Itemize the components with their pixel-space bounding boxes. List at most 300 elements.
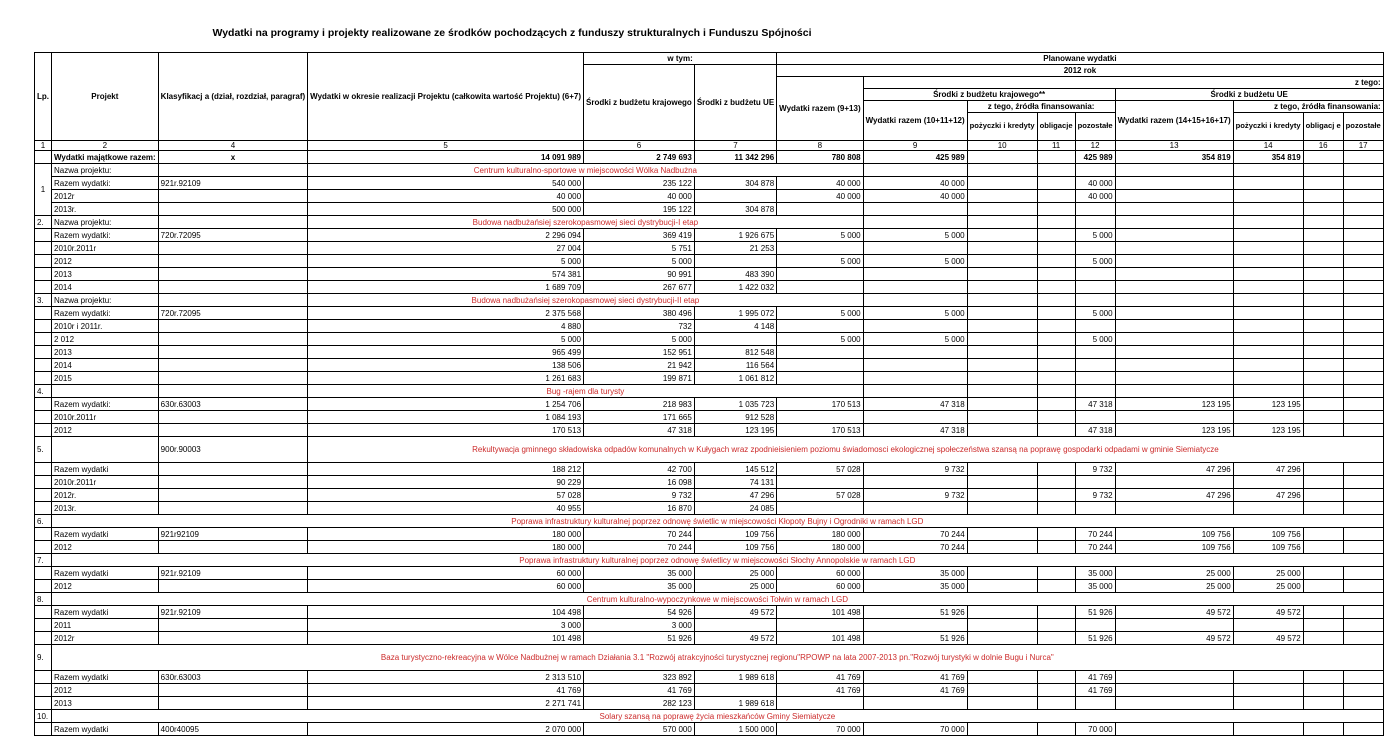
column-number-row — [35, 141, 1384, 151]
cell-value — [777, 281, 863, 294]
row-label: 2012 — [52, 580, 159, 593]
cell-value: 40 000 — [308, 190, 584, 203]
column-number: 2 — [52, 141, 159, 151]
row-klas — [158, 203, 308, 216]
cell-value: 41 769 — [863, 671, 967, 684]
row-label: 2012 — [52, 684, 159, 697]
cell-value — [967, 411, 1037, 424]
cell-value — [1233, 333, 1303, 346]
cell-value — [967, 463, 1037, 476]
cell-value: 5 000 — [1075, 333, 1115, 346]
row-label: 2014 — [52, 359, 159, 372]
cell-value — [1075, 619, 1115, 632]
cell-value — [1343, 528, 1383, 541]
cell-value: 51 926 — [863, 606, 967, 619]
cell-value: 109 756 — [694, 541, 776, 554]
header-klasyfikacja: Klasyfikacj a (dział, rozdział, paragraf) — [158, 53, 308, 141]
cell-value — [777, 697, 863, 710]
column-number: 1 — [35, 141, 52, 151]
cell-value — [1115, 177, 1233, 190]
cell-value: 25 000 — [1233, 580, 1303, 593]
cell-value: 21 942 — [584, 359, 695, 372]
cell-value — [1303, 619, 1343, 632]
cell-value: 483 390 — [694, 268, 776, 281]
header-rok: 2012 rok — [777, 65, 1384, 77]
cell-value — [1343, 463, 1383, 476]
total-value — [1343, 151, 1383, 164]
cell-value — [777, 476, 863, 489]
cell-value: 9 732 — [1075, 489, 1115, 502]
table-row — [35, 255, 1384, 268]
cell-value — [967, 203, 1037, 216]
row-klas: 921r.92109 — [158, 606, 308, 619]
row-klas — [158, 372, 308, 385]
cell-value — [777, 242, 863, 255]
table-row — [35, 190, 1384, 203]
cell-value: 123 195 — [1115, 398, 1233, 411]
cell-value: 70 000 — [863, 723, 967, 736]
cell-value — [1037, 398, 1075, 411]
cell-value: 5 000 — [863, 229, 967, 242]
cell-value: 101 498 — [308, 632, 584, 645]
cell-value: 35 000 — [584, 580, 695, 593]
cell-value — [1303, 697, 1343, 710]
row-klas — [158, 411, 308, 424]
row-label: 2013 — [52, 268, 159, 281]
row-klas: 720r.72095 — [158, 229, 308, 242]
cell-value — [1303, 463, 1343, 476]
table-row — [35, 320, 1384, 333]
cell-value: 1 254 706 — [308, 398, 584, 411]
cell-value — [1037, 606, 1075, 619]
cell-value — [1303, 320, 1343, 333]
cell-value: 101 498 — [777, 606, 863, 619]
row-klas — [158, 424, 308, 437]
header-w-tym: w tym: — [584, 53, 777, 65]
cell-value: 170 513 — [308, 424, 584, 437]
column-number: 12 — [1075, 141, 1115, 151]
row-label: 2012r — [52, 190, 159, 203]
cell-value: 1 689 709 — [308, 281, 584, 294]
cell-value — [1303, 359, 1343, 372]
cell-value: 70 244 — [1075, 528, 1115, 541]
row-label: Razem wydatki — [52, 463, 159, 476]
cell-value: 2 375 568 — [308, 307, 584, 320]
cell-value — [1115, 723, 1233, 736]
cell-value: 49 572 — [1115, 606, 1233, 619]
row-klas: 630r.63003 — [158, 671, 308, 684]
cell-value — [1075, 242, 1115, 255]
cell-value — [1233, 281, 1303, 294]
row-label: Razem wydatki — [52, 567, 159, 580]
column-number: 8 — [777, 141, 863, 151]
cell-value: 51 926 — [584, 632, 695, 645]
project-name: Centrum kulturalno-sportowe w miejscowości Wólka Nadbużna — [308, 164, 863, 177]
table-row — [35, 463, 1384, 476]
project-lp: 4. — [35, 385, 52, 398]
cell-value: 1 926 675 — [694, 229, 776, 242]
cell-value — [863, 242, 967, 255]
row-klas: 720r.72095 — [158, 307, 308, 320]
cell-value — [1233, 372, 1303, 385]
cell-value: 47 296 — [1233, 463, 1303, 476]
cell-value — [1343, 281, 1383, 294]
project-klas: 900r.90003 — [158, 437, 308, 463]
header-zrodla-krajowe: z tego, źródła finansowania: — [967, 101, 1115, 113]
cell-value: 25 000 — [1115, 580, 1233, 593]
cell-value: 24 085 — [694, 502, 776, 515]
cell-value — [1343, 203, 1383, 216]
cell-value: 5 000 — [863, 333, 967, 346]
cell-value: 199 871 — [584, 372, 695, 385]
header-obligacje: obligacje — [1037, 113, 1075, 141]
cell-value — [1037, 411, 1075, 424]
cell-value: 60 000 — [777, 580, 863, 593]
cell-value: 41 769 — [1075, 671, 1115, 684]
cell-value: 60 000 — [308, 567, 584, 580]
cell-value — [863, 203, 967, 216]
cell-value — [694, 255, 776, 268]
cell-value — [1303, 307, 1343, 320]
row-klas: 921r.92109 — [158, 177, 308, 190]
expenditure-table — [34, 52, 1384, 736]
project-name-row — [35, 437, 1384, 463]
cell-value — [1343, 632, 1383, 645]
cell-value — [1343, 541, 1383, 554]
total-value: 11 342 296 — [694, 151, 776, 164]
table-row — [35, 203, 1384, 216]
cell-value: 500 000 — [308, 203, 584, 216]
cell-value — [1343, 242, 1383, 255]
project-name: Poprawa infrastruktury kulturalnej poprzez odnowę świetlic w miejscowości Kłopoty Bujny i Ogrodniki w ramach LGD — [52, 515, 1384, 528]
row-label: Razem wydatki — [52, 606, 159, 619]
cell-value — [1115, 346, 1233, 359]
header-wydatki-razem-913: Wydatki razem (9+13) — [777, 77, 863, 141]
cell-value: 9 732 — [863, 489, 967, 502]
row-label: Razem wydatki: — [52, 229, 159, 242]
table-row — [35, 476, 1384, 489]
cell-value — [777, 268, 863, 281]
cell-value — [1343, 359, 1383, 372]
cell-value — [1037, 307, 1075, 320]
row-klas — [158, 281, 308, 294]
project-lp: 6. — [35, 515, 52, 528]
cell-value — [1115, 697, 1233, 710]
cell-value: 41 769 — [584, 684, 695, 697]
header-wydatki-razem-101112: Wydatki razem (10+11+12) — [863, 101, 967, 141]
row-label: Razem wydatki — [52, 528, 159, 541]
cell-value: 267 677 — [584, 281, 695, 294]
cell-value: 5 000 — [1075, 255, 1115, 268]
cell-value — [1037, 229, 1075, 242]
cell-value — [1037, 177, 1075, 190]
cell-value: 40 955 — [308, 502, 584, 515]
cell-value — [1037, 528, 1075, 541]
cell-value — [1343, 580, 1383, 593]
cell-value — [863, 268, 967, 281]
column-number: 16 — [1303, 141, 1343, 151]
cell-value: 574 381 — [308, 268, 584, 281]
cell-value — [694, 684, 776, 697]
column-number: 13 — [1115, 141, 1233, 151]
cell-value: 49 572 — [1233, 606, 1303, 619]
cell-value — [1233, 697, 1303, 710]
column-number: 7 — [694, 141, 776, 151]
row-label: 2015 — [52, 372, 159, 385]
total-value: 780 808 — [777, 151, 863, 164]
cell-value — [1303, 177, 1343, 190]
cell-value — [1343, 723, 1383, 736]
cell-value — [1115, 320, 1233, 333]
cell-value — [1303, 398, 1343, 411]
cell-value — [967, 541, 1037, 554]
cell-value — [1115, 476, 1233, 489]
cell-value: 4 148 — [694, 320, 776, 333]
row-label: 2 012 — [52, 333, 159, 346]
row-klas — [158, 489, 308, 502]
cell-value — [1233, 320, 1303, 333]
table-row — [35, 606, 1384, 619]
total-value: 354 819 — [1115, 151, 1233, 164]
cell-value — [777, 619, 863, 632]
cell-value: 235 122 — [584, 177, 695, 190]
cell-value: 16 870 — [584, 502, 695, 515]
cell-value — [1303, 684, 1343, 697]
cell-value: 3 000 — [584, 619, 695, 632]
row-label: 2010r.2011r — [52, 242, 159, 255]
cell-value — [1037, 684, 1075, 697]
table-row — [35, 723, 1384, 736]
row-label: 2011 — [52, 619, 159, 632]
project-name-row — [35, 294, 1384, 307]
cell-value: 47 318 — [863, 398, 967, 411]
row-klas: 400r40095 — [158, 723, 308, 736]
cell-value — [967, 580, 1037, 593]
cell-value: 109 756 — [1233, 528, 1303, 541]
cell-value: 1 261 683 — [308, 372, 584, 385]
table-row — [35, 372, 1384, 385]
cell-value: 70 244 — [584, 528, 695, 541]
cell-value — [863, 359, 967, 372]
cell-value — [1233, 229, 1303, 242]
cell-value — [1343, 320, 1383, 333]
cell-value — [1115, 333, 1233, 346]
cell-value: 1 061 812 — [694, 372, 776, 385]
project-name: Centrum kulturalno-wypoczynkowe w miejscowości Tołwin w ramach LGD — [52, 593, 1384, 606]
cell-value: 1 422 032 — [694, 281, 776, 294]
row-klas — [158, 268, 308, 281]
column-number: 17 — [1343, 141, 1383, 151]
cell-value: 1 989 618 — [694, 697, 776, 710]
cell-value — [1037, 281, 1075, 294]
table-row — [35, 541, 1384, 554]
cell-value — [1037, 320, 1075, 333]
project-name: Baza turystyczno-rekreacyjna w Wólce Nadbużnej w ramach Działania 3.1 "Rozwój atrakcyjności turystycznej regionu"RPOWP na lata 2007-2013 pn."Rozwój turystyki w dolnie Bugu i Nurca" — [52, 645, 1384, 671]
cell-value: 47 318 — [1075, 424, 1115, 437]
cell-value — [967, 684, 1037, 697]
cell-value: 188 212 — [308, 463, 584, 476]
header-srodki-budzetu-krajowego: Środki z budżetu krajowego** — [863, 89, 1115, 101]
cell-value: 732 — [584, 320, 695, 333]
cell-value — [1343, 346, 1383, 359]
cell-value — [1343, 619, 1383, 632]
cell-value: 116 564 — [694, 359, 776, 372]
row-klas: 630r.63003 — [158, 398, 308, 411]
row-label: Razem wydatki — [52, 723, 159, 736]
cell-value — [1343, 398, 1383, 411]
row-label: 2013r. — [52, 203, 159, 216]
cell-value — [863, 320, 967, 333]
cell-value — [1037, 671, 1075, 684]
cell-value: 35 000 — [584, 567, 695, 580]
header-pozostale-ue: pozostałe — [1343, 113, 1383, 141]
cell-value — [1115, 268, 1233, 281]
row-klas: 921r92109 — [158, 528, 308, 541]
cell-value — [1233, 307, 1303, 320]
cell-value — [1037, 567, 1075, 580]
header-pozyczki-ue: pożyczki i kredyty — [1233, 113, 1303, 141]
cell-value: 51 926 — [1075, 606, 1115, 619]
row-klas: 921r.92109 — [158, 567, 308, 580]
cell-value: 70 244 — [584, 541, 695, 554]
table-row — [35, 177, 1384, 190]
cell-value: 41 769 — [863, 684, 967, 697]
cell-value: 47 318 — [863, 424, 967, 437]
project-name-row — [35, 216, 1384, 229]
cell-value: 49 572 — [1115, 632, 1233, 645]
header-pozyczki: pożyczki i kredyty — [967, 113, 1037, 141]
cell-value — [1303, 671, 1343, 684]
header-srodki-ue: Środki z budżetu UE — [694, 65, 776, 141]
total-label: Wydatki majątkowe razem: — [52, 151, 159, 164]
cell-value: 9 732 — [1075, 463, 1115, 476]
cell-value — [1343, 307, 1383, 320]
cell-value — [1303, 489, 1343, 502]
row-klas — [158, 463, 308, 476]
project-name-row — [35, 385, 1384, 398]
project-name: Budowa nadbużańsiej szerokopasmowej sieci dystrybucji-II etap — [308, 294, 863, 307]
cell-value: 49 572 — [1233, 632, 1303, 645]
cell-value: 90 229 — [308, 476, 584, 489]
row-label: 2012 — [52, 255, 159, 268]
cell-value — [1075, 281, 1115, 294]
cell-value — [777, 359, 863, 372]
row-label: 2014 — [52, 281, 159, 294]
cell-value — [1303, 424, 1343, 437]
cell-value: 138 506 — [308, 359, 584, 372]
column-number: 11 — [1037, 141, 1075, 151]
cell-value — [967, 424, 1037, 437]
cell-value — [967, 697, 1037, 710]
cell-value: 570 000 — [584, 723, 695, 736]
cell-value: 41 769 — [777, 684, 863, 697]
cell-value: 21 253 — [694, 242, 776, 255]
cell-value — [863, 281, 967, 294]
cell-value — [1343, 372, 1383, 385]
cell-value — [1037, 723, 1075, 736]
table-row — [35, 528, 1384, 541]
cell-value — [1233, 502, 1303, 515]
column-number: 6 — [584, 141, 695, 151]
cell-value: 47 318 — [584, 424, 695, 437]
cell-value: 25 000 — [1115, 567, 1233, 580]
total-value — [1303, 151, 1343, 164]
cell-value — [967, 346, 1037, 359]
cell-value — [1115, 684, 1233, 697]
cell-value — [1303, 476, 1343, 489]
cell-value — [1075, 320, 1115, 333]
cell-value: 57 028 — [777, 489, 863, 502]
cell-value — [1343, 697, 1383, 710]
table-row — [35, 489, 1384, 502]
project-lp: 1 — [35, 164, 52, 216]
row-klas — [158, 619, 308, 632]
cell-value — [967, 320, 1037, 333]
cell-value: 180 000 — [308, 541, 584, 554]
header-planowane: Planowane wydatki — [777, 53, 1384, 65]
cell-value: 47 318 — [1075, 398, 1115, 411]
table-row — [35, 346, 1384, 359]
cell-value — [1303, 580, 1343, 593]
cell-value — [1343, 411, 1383, 424]
row-label: 2013 — [52, 697, 159, 710]
cell-value — [967, 671, 1037, 684]
cell-value: 2 296 094 — [308, 229, 584, 242]
cell-value: 49 572 — [694, 632, 776, 645]
cell-value: 41 769 — [777, 671, 863, 684]
cell-value — [967, 177, 1037, 190]
cell-value: 47 296 — [1115, 463, 1233, 476]
header-lp: Lp. — [35, 53, 52, 141]
cell-value: 47 296 — [1115, 489, 1233, 502]
cell-value: 171 665 — [584, 411, 695, 424]
cell-value: 1 995 072 — [694, 307, 776, 320]
cell-value: 912 528 — [694, 411, 776, 424]
row-klas — [158, 320, 308, 333]
cell-value — [1343, 255, 1383, 268]
total-value — [1037, 151, 1075, 164]
cell-value — [1303, 567, 1343, 580]
cell-value — [1075, 476, 1115, 489]
project-name: Rekultywacja gminnego składowiska odpadów komunalnych w Kułygach wraz zpodnieisieniem poziomu świadomosci ekologicznej społeczeństwa szansą na poprawę gospodarki odpadami w gminie Siemiatycze — [308, 437, 1384, 463]
project-name: Solary szansą na poprawę życia mieszkańców Gminy Siemiatycze — [52, 710, 1384, 723]
cell-value — [1037, 359, 1075, 372]
cell-value — [1115, 411, 1233, 424]
cell-value — [1037, 346, 1075, 359]
table-row — [35, 567, 1384, 580]
project-name-row — [35, 554, 1384, 567]
cell-value: 152 951 — [584, 346, 695, 359]
cell-value — [777, 411, 863, 424]
cell-value: 47 296 — [694, 489, 776, 502]
table-row — [35, 333, 1384, 346]
cell-value — [1075, 372, 1115, 385]
cell-value: 304 878 — [694, 177, 776, 190]
project-lp: 5. — [35, 437, 52, 463]
cell-value — [863, 372, 967, 385]
cell-value — [1037, 632, 1075, 645]
cell-value — [1303, 528, 1343, 541]
cell-value: 41 769 — [1075, 684, 1115, 697]
row-klas — [158, 684, 308, 697]
total-value — [967, 151, 1037, 164]
cell-value: 40 000 — [584, 190, 695, 203]
cell-value — [967, 528, 1037, 541]
cell-value — [1343, 177, 1383, 190]
row-label: 2012r — [52, 632, 159, 645]
cell-value — [1115, 281, 1233, 294]
table-row — [35, 281, 1384, 294]
